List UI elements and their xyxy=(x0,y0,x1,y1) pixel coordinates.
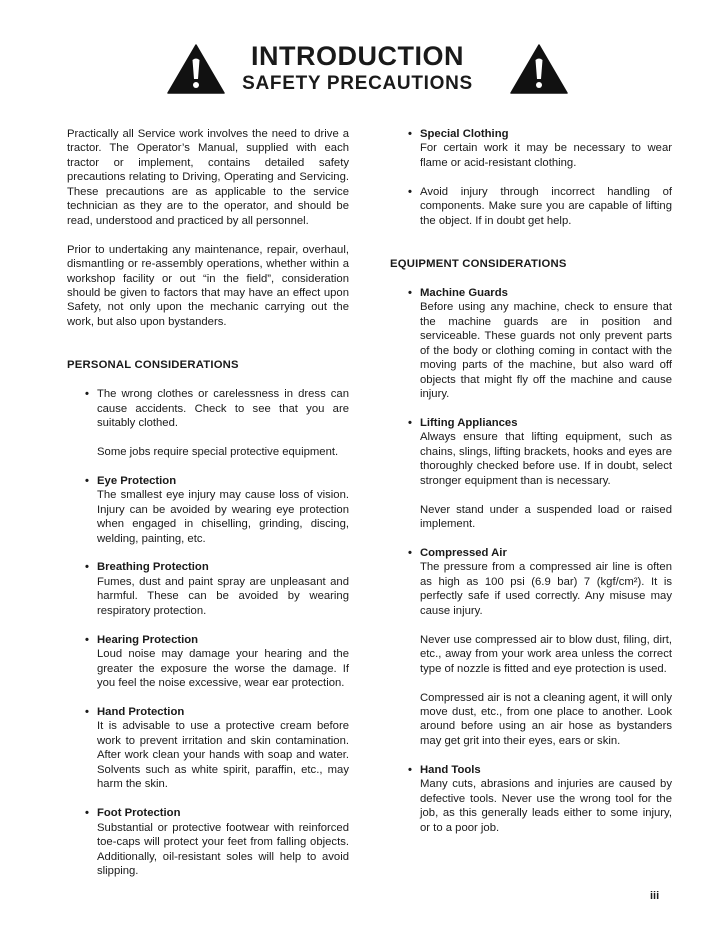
bullet: • xyxy=(85,633,89,646)
list-item-hand-tools xyxy=(390,763,672,835)
bullet: • xyxy=(408,547,412,560)
clothes-note: Some jobs require special protective equipment. xyxy=(97,445,339,458)
bullet: • xyxy=(408,286,412,299)
hand-protection-title: Hand Protection xyxy=(97,705,185,718)
lifting-appliances-text: Always ensure that lifting equipment, such as chains, slings, lifting brackets, hooks and eyes are thoroughly checked before use. If in doubt, select stronger equipment than is necessary. xyxy=(420,431,672,487)
clothes-text: The wrong clothes or carelessness in dress can cause accidents. Check to see that you are suitably clothed. xyxy=(97,388,349,429)
left-column xyxy=(67,127,349,878)
lifting-appliances-note: Never stand under a suspended load or raised implement. xyxy=(420,503,672,531)
list-item-compressed-air xyxy=(390,546,672,618)
intro-paragraph-1: Practically all Service work involves the need to drive a tractor. The Operator’s Manual, supplied with each tractor or implement, contains detailed safety precautions relating to Driving, Operating and Servicing. These precautions are as applicable to the service technician as they are to the operator, and should be read, understood and practiced by all personnel. xyxy=(67,128,349,227)
list-item-lifting-injury xyxy=(390,185,672,228)
bullet: • xyxy=(408,763,412,776)
list-item-machine-guards xyxy=(390,286,672,402)
personal-considerations-heading: PERSONAL CONSIDERATIONS xyxy=(67,359,239,372)
bullet: • xyxy=(85,474,89,487)
list-item-hand-protection xyxy=(67,705,349,792)
page-header xyxy=(0,36,715,106)
eye-protection-text: The smallest eye injury may cause loss of vision. Injury can be avoided by wearing eye protection when engaged in chiselling, grinding, discing, welding, painting, etc. xyxy=(97,489,349,545)
machine-guards-title: Machine Guards xyxy=(420,286,508,299)
page-title: INTRODUCTION xyxy=(251,41,464,71)
list-item-hearing-protection xyxy=(67,633,349,691)
compressed-air-text: The pressure from a compressed air line is often as high as 100 psi (6.9 bar) 7 (kgf/cm²). It is perfectly safe if used correctly. Any misuse may cause injury. xyxy=(420,561,672,617)
hearing-protection-text: Loud noise may damage your hearing and the greater the exposure the worse the damage. If you feel the noise excessive, wear ear protection. xyxy=(97,648,349,690)
page-subtitle: SAFETY PRECAUTIONS xyxy=(242,73,473,94)
list-item-special-clothing xyxy=(390,127,672,170)
bullet: • xyxy=(85,807,89,820)
list-item-foot-protection xyxy=(67,806,349,878)
list-item-lifting-appliances xyxy=(390,416,672,488)
lifting-appliances-title: Lifting Appliances xyxy=(420,416,518,429)
list-item-breathing-protection xyxy=(67,560,349,618)
breathing-protection-title: Breathing Protection xyxy=(97,561,209,574)
foot-protection-text: Substantial or protective footwear with reinforced toe-caps will protect your feet from falling objects. Additionally, oil-resistant soles will help to avoid slipping. xyxy=(97,821,349,877)
bullet: • xyxy=(408,416,412,429)
right-column xyxy=(390,127,672,835)
bullet: • xyxy=(85,705,89,718)
list-item-eye-protection xyxy=(67,474,349,546)
special-clothing-title: Special Clothing xyxy=(420,128,509,140)
warning-exclamation-icon xyxy=(510,44,568,94)
breathing-protection-text: Fumes, dust and paint spray are unpleasant and harmful. These can be avoided by wearing respiratory protection. xyxy=(97,575,349,617)
foot-protection-title: Foot Protection xyxy=(97,807,181,820)
bullet: • xyxy=(408,128,412,140)
hand-protection-text: It is advisable to use a protective cream before work to prevent irritation and skin contamination. After work clean your hands with soap and water. Solvents such as white spirit, paraffin, etc., may harm the skin. xyxy=(97,720,349,791)
eye-protection-title: Eye Protection xyxy=(97,474,177,487)
compressed-air-title: Compressed Air xyxy=(420,547,507,560)
intro-paragraph-2: Prior to undertaking any maintenance, repair, overhaul, dismantling or re-assembly operations, whether within a workshop facility or out “in the field”, consideration should be given to factors that may have an effect upon Safety, not only upon the mechanic carrying out the work, but also upon bystanders. xyxy=(67,243,349,328)
machine-guards-text: Before using any machine, check to ensure that the machine guards are in position and serviceable. These guards not only prevent parts of the body or clothing coming in contact with the moving parts of the machine, but also ward off objects that might fly off the machine and cause injury. xyxy=(420,301,672,401)
hand-tools-title: Hand Tools xyxy=(420,763,481,776)
bullet: • xyxy=(85,388,89,401)
bullet: • xyxy=(408,185,412,198)
equipment-considerations-heading: EQUIPMENT CONSIDERATIONS xyxy=(390,258,567,271)
bullet: • xyxy=(85,561,89,574)
special-clothing-text: For certain work it may be necessary to wear flame or acid-resistant clothing. xyxy=(420,142,672,169)
page-number: iii xyxy=(650,890,660,902)
list-item-clothing xyxy=(67,387,349,430)
compressed-air-note-2: Compressed air is not a cleaning agent, it will only move dust, etc., from one place to another. Look around before using an air hose as bystanders may get grit into their eyes, ears or skin. xyxy=(420,691,672,747)
compressed-air-note-1: Never use compressed air to blow dust, filing, dirt, etc., away from your work area unless the correct type of nozzle is fitted and eye protection is used. xyxy=(420,633,672,675)
hand-tools-text: Many cuts, abrasions and injuries are caused by defective tools. Never use the wrong tool for the job, as this generally leads either to some injury, or to a poor job. xyxy=(420,778,672,834)
lifting-injury-text: Avoid injury through incorrect handling of components. Make sure you are capable of lifting the object. If in doubt get help. xyxy=(420,185,672,227)
hearing-protection-title: Hearing Protection xyxy=(97,633,199,646)
